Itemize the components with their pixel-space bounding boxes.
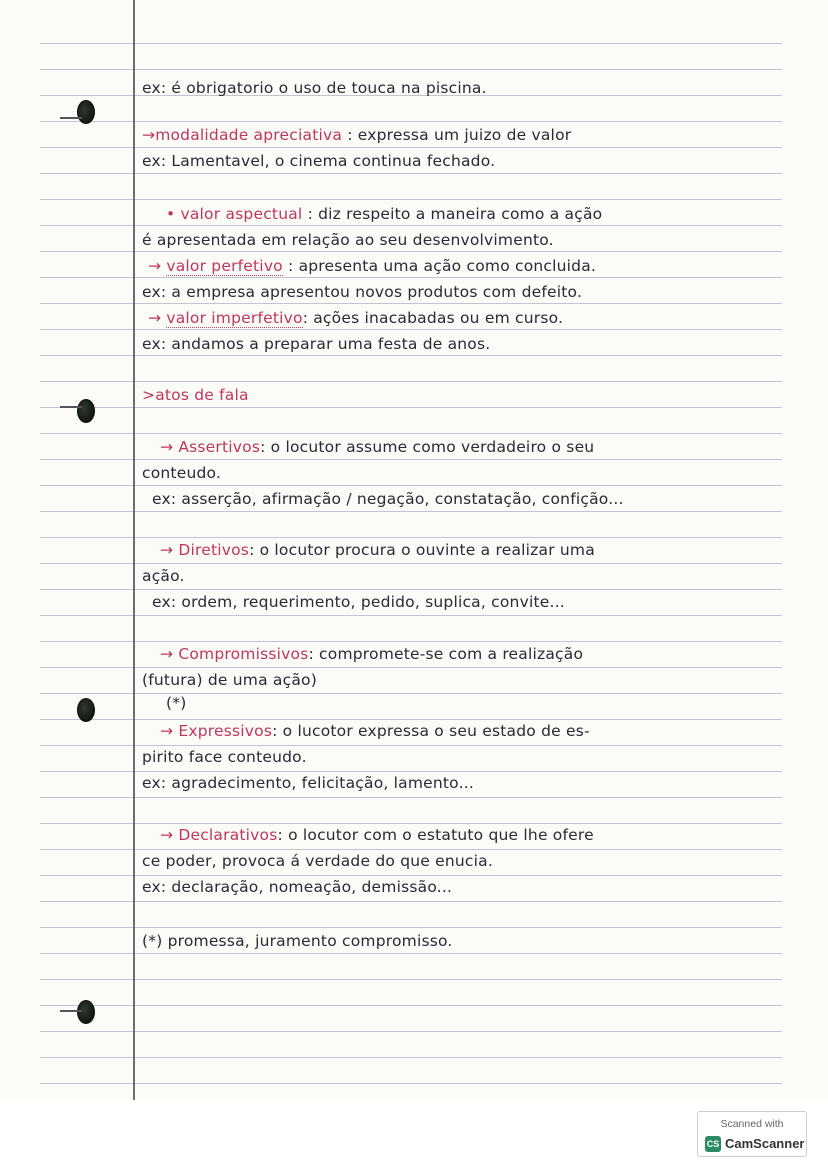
line-accent: valor imperfetivo [166,309,303,327]
ruled-line [40,1005,782,1006]
line-text: ex: declaração, nomeação, demissão... [142,878,453,896]
ruled-line [40,251,782,252]
line-text: ex: ordem, requerimento, pedido, suplica, convite... [152,593,565,611]
ruled-line [40,329,782,330]
ruled-line [40,615,782,616]
ruled-line [40,277,782,278]
ruled-line [40,979,782,980]
line-text: ação. [142,567,185,585]
punch-hole-icon [77,399,95,423]
ruled-line [40,381,782,382]
line-text: é apresentada em relação ao seu desenvolvimento. [142,231,554,249]
line-prefix: → [160,645,174,663]
ruled-line [40,407,782,408]
line-text: : o locutor assume como verdadeiro o seu [260,438,595,456]
note-line [166,693,186,713]
ruled-line [40,459,782,460]
line-text: ce poder, provoca á verdade do que enucia. [142,852,493,870]
line-prefix: → [160,826,174,844]
line-text: ex: andamos a preparar uma festa de anos. [142,335,491,353]
ruled-line [40,927,782,928]
line-text: pirito face conteudo. [142,748,307,766]
ruled-line [40,823,782,824]
line-accent: atos de fala [155,386,249,404]
ruled-line [40,433,782,434]
note-line [142,463,221,483]
note-line [160,825,594,845]
line-text: (futura) de uma ação) [142,671,317,689]
ruled-line [40,199,782,200]
margin-line [133,0,135,1100]
line-text: ex: Lamentavel, o cinema continua fechado. [142,152,496,170]
note-line [160,437,594,457]
ruled-line [40,953,782,954]
ruled-line [40,1083,782,1084]
note-line [160,540,595,560]
line-prefix: → [160,438,174,456]
line-text: : expressa um juizo de valor [347,126,572,144]
ruled-line [40,745,782,746]
note-line [152,592,565,612]
ruled-line [40,563,782,564]
note-line [142,670,317,690]
line-prefix: • [166,205,176,223]
note-line [142,125,571,145]
line-text: ex: é obrigatorio o uso de touca na piscina. [142,79,487,97]
line-text: ex: a empresa apresentou novos produtos com defeito. [142,283,583,301]
ruled-line [40,797,782,798]
line-prefix: → [142,126,156,144]
punch-hole-icon [77,1000,95,1024]
ruled-line [40,849,782,850]
note-line [142,747,307,767]
ruled-line [40,901,782,902]
note-line [160,721,590,741]
note-line [142,230,554,250]
line-prefix: → [148,257,162,275]
line-accent: Diretivos [178,541,250,559]
line-text: (*) promessa, juramento compromisso. [142,932,453,950]
line-prefix: → [160,722,174,740]
ruled-line [40,771,782,772]
ruled-line [40,641,782,642]
ruled-line [40,43,782,44]
line-accent: Compromissivos [178,645,309,663]
camscanner-watermark [697,1111,807,1157]
ruled-line [40,303,782,304]
ruled-line [40,589,782,590]
note-line [160,644,583,664]
punch-hole-icon [77,698,95,722]
note-line [142,566,185,586]
line-text: (*) [166,694,187,712]
note-line [142,385,249,405]
line-text: : o locutor com o estatuto que lhe ofere [277,826,594,844]
note-line [142,851,493,871]
ruled-line [40,1031,782,1032]
note-line [152,489,624,509]
line-text: : diz respeito a maneira como a ação [307,205,603,223]
line-text: conteudo. [142,464,222,482]
ruled-line [40,719,782,720]
line-accent: Expressivos [178,722,273,740]
ruled-line [40,1057,782,1058]
line-text: : ações inacabadas ou em curso. [302,309,564,327]
note-line [148,308,563,328]
note-line [142,334,490,354]
note-line [142,151,495,171]
line-accent: valor perfetivo [166,257,283,275]
hole-marker [60,1010,82,1012]
ruled-line [40,537,782,538]
line-text: ex: asserção, afirmação / negação, constatação, confição... [152,490,624,508]
note-line [142,282,582,302]
line-accent: Assertivos [178,438,261,456]
ruled-line [40,693,782,694]
ruled-line [40,667,782,668]
line-text: : o lucotor expressa o seu estado de es- [272,722,590,740]
line-prefix: → [148,309,162,327]
note-line [142,78,487,98]
line-accent: modalidade apreciativa [155,126,343,144]
note-line [148,256,596,276]
watermark-caption: Scanned with [720,1118,784,1130]
line-text: ex: agradecimento, felicitação, lamento... [142,774,474,792]
hole-marker [60,117,82,119]
camscanner-logo-icon: CS [705,1136,721,1152]
ruled-line [40,355,782,356]
ruled-line [40,121,782,122]
punch-hole-icon [77,100,95,124]
ruled-line [40,69,782,70]
line-prefix: → [160,541,174,559]
note-line [166,204,602,224]
ruled-line [40,173,782,174]
hole-marker [60,406,82,408]
line-prefix: > [142,386,156,404]
ruled-line [40,875,782,876]
line-accent: Declarativos [178,826,278,844]
line-text: : apresenta uma ação como concluida. [288,257,597,275]
line-text: : compromete-se com a realização [308,645,584,663]
note-line [142,931,453,951]
note-line [142,877,452,897]
line-text: : o locutor procura o ouvinte a realizar uma [249,541,595,559]
note-line [142,773,474,793]
ruled-line [40,225,782,226]
watermark-brand: CamScanner [725,1136,805,1151]
ruled-line [40,147,782,148]
line-accent: valor aspectual [180,205,303,223]
ruled-line [40,485,782,486]
ruled-line [40,511,782,512]
